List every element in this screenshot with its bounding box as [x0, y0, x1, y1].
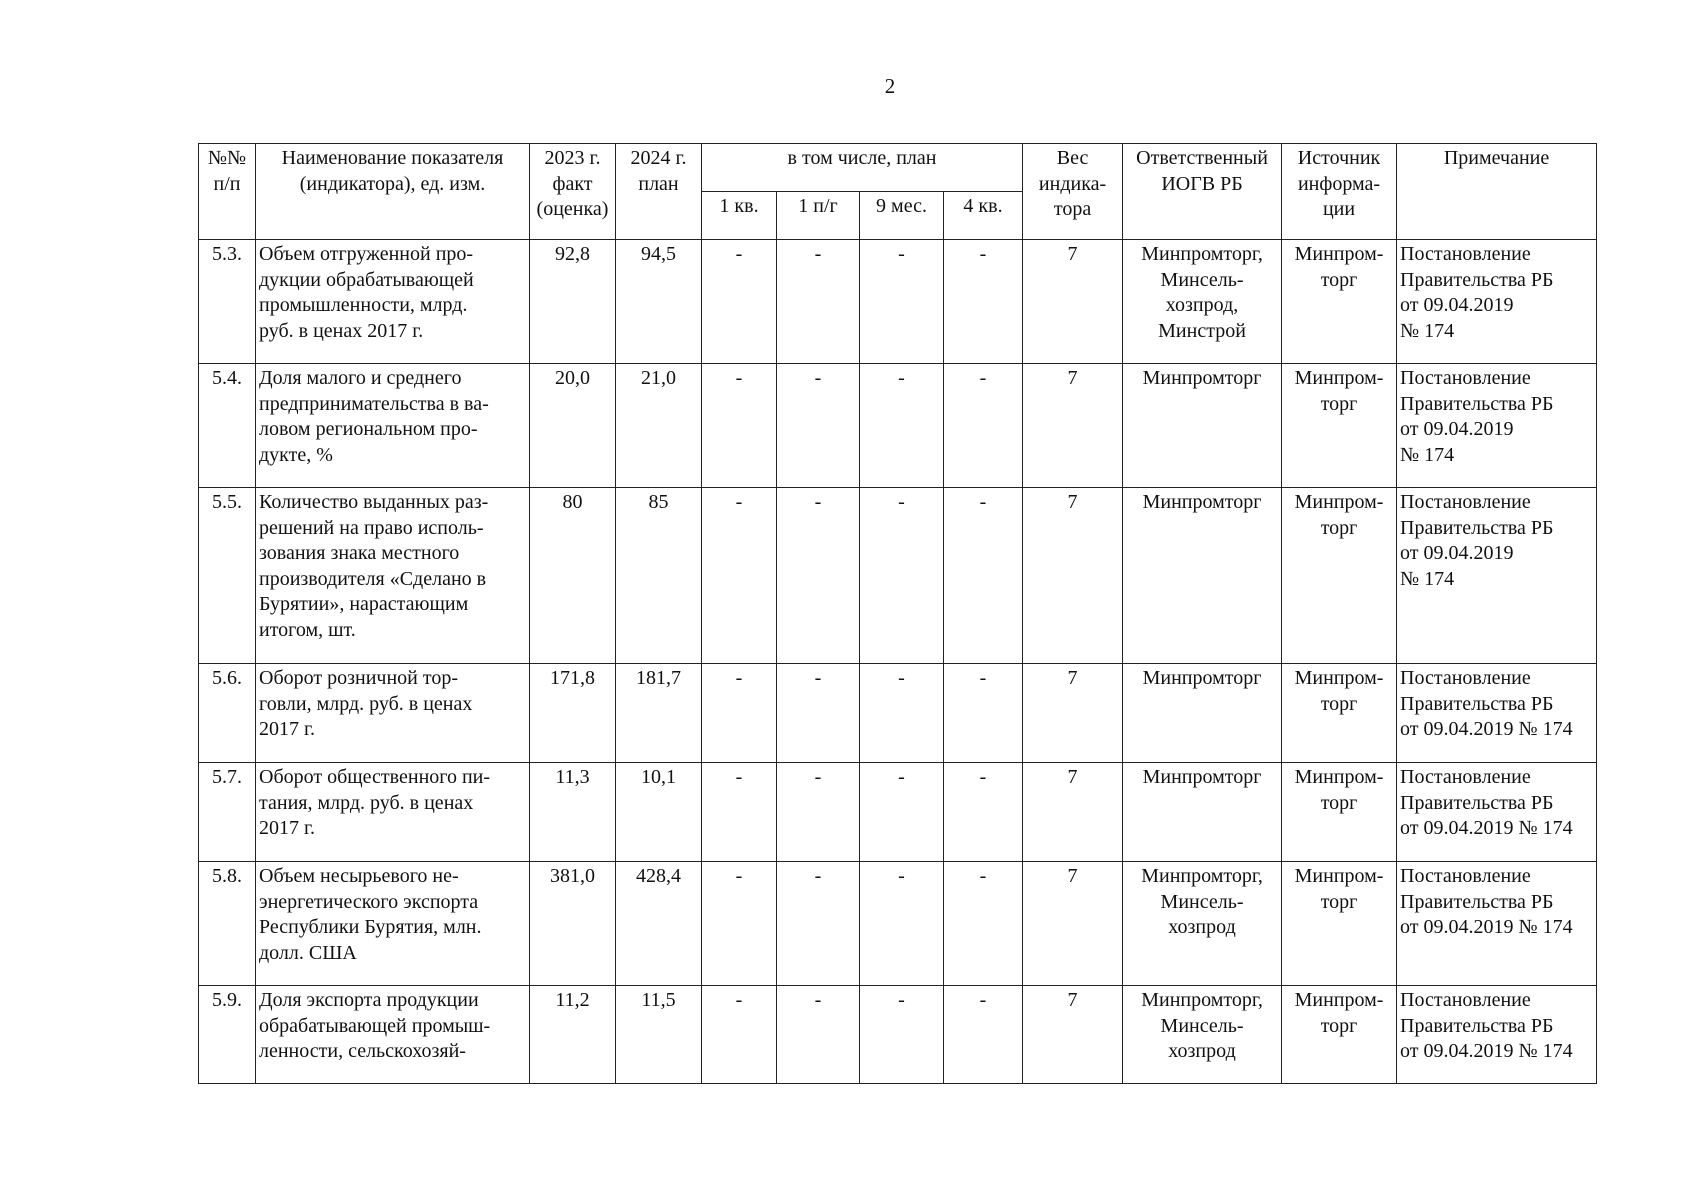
- indicators-table: [198, 143, 1597, 1084]
- header-fact-2023: 2023 г. факт (оценка): [530, 144, 616, 240]
- row-q4: -: [944, 986, 1023, 1084]
- header-source: Источник информа- ции: [1282, 144, 1397, 240]
- row-q4: -: [944, 488, 1023, 664]
- row-q4: -: [944, 862, 1023, 986]
- header-name: Наименование показателя (индикатора), ед. изм.: [256, 144, 530, 240]
- row-plan-2024: 11,5: [616, 986, 702, 1084]
- row-indicator-name: Доля экспорта продукции обрабатывающей промыш- ленности, сельскохозяй-: [256, 986, 530, 1084]
- row-plan-2024: 428,4: [616, 862, 702, 986]
- row-plan-2024: 85: [616, 488, 702, 664]
- row-indicator-name: Оборот розничной тор- говли, млрд. руб. в ценах 2017 г.: [256, 664, 530, 763]
- row-responsible: Минпромторг, Минсель- хозпрод: [1123, 862, 1282, 986]
- row-source: Минпром- торг: [1282, 488, 1397, 664]
- row-source: Минпром- торг: [1282, 364, 1397, 488]
- row-h1: -: [777, 664, 860, 763]
- table-row: [199, 986, 1597, 1084]
- row-responsible: Минпромторг: [1123, 364, 1282, 488]
- header-q1: 1 кв.: [702, 192, 777, 240]
- page-number: 2: [884, 74, 896, 98]
- header-num: №№ п/п: [199, 144, 256, 240]
- row-num: 5.8.: [199, 862, 256, 986]
- row-plan-2024: 10,1: [616, 763, 702, 862]
- table-row: [199, 240, 1597, 364]
- row-source: Минпром- торг: [1282, 664, 1397, 763]
- row-q4: -: [944, 364, 1023, 488]
- row-indicator-name: Объем отгруженной про- дукции обрабатывающей промышленности, млрд. руб. в ценах 2017 г.: [256, 240, 530, 364]
- row-fact-2023: 80: [530, 488, 616, 664]
- row-9-months: -: [860, 664, 944, 763]
- row-source: Минпром- торг: [1282, 240, 1397, 364]
- row-9-months: -: [860, 986, 944, 1084]
- row-indicator-name: Объем несырьевого не- энергетического экспорта Республики Бурятия, млн. долл. США: [256, 862, 530, 986]
- row-note: Постановление Правительства РБ от 09.04.2019 № 174: [1397, 488, 1597, 664]
- row-note: Постановление Правительства РБ от 09.04.2019 № 174: [1397, 986, 1597, 1084]
- table-row: [199, 664, 1597, 763]
- row-plan-2024: 181,7: [616, 664, 702, 763]
- row-fact-2023: 171,8: [530, 664, 616, 763]
- row-indicator-name: Доля малого и среднего предпринимательства в ва- ловом региональном про- дукте, %: [256, 364, 530, 488]
- row-note: Постановление Правительства РБ от 09.04.2019 № 174: [1397, 240, 1597, 364]
- row-num: 5.5.: [199, 488, 256, 664]
- row-note: Постановление Правительства РБ от 09.04.2019 № 174: [1397, 862, 1597, 986]
- row-q1: -: [702, 664, 777, 763]
- row-q4: -: [944, 664, 1023, 763]
- row-9-months: -: [860, 364, 944, 488]
- row-weight: 7: [1023, 862, 1123, 986]
- row-q1: -: [702, 240, 777, 364]
- row-weight: 7: [1023, 986, 1123, 1084]
- row-h1: -: [777, 862, 860, 986]
- row-q1: -: [702, 862, 777, 986]
- row-num: 5.7.: [199, 763, 256, 862]
- row-indicator-name: Оборот общественного пи- тания, млрд. руб. в ценах 2017 г.: [256, 763, 530, 862]
- table-body: [199, 240, 1597, 1084]
- row-weight: 7: [1023, 664, 1123, 763]
- row-h1: -: [777, 986, 860, 1084]
- row-num: 5.3.: [199, 240, 256, 364]
- table-row: [199, 862, 1597, 986]
- row-source: Минпром- торг: [1282, 862, 1397, 986]
- row-fact-2023: 381,0: [530, 862, 616, 986]
- row-q1: -: [702, 488, 777, 664]
- row-note: Постановление Правительства РБ от 09.04.2019 № 174: [1397, 364, 1597, 488]
- row-q1: -: [702, 364, 777, 488]
- header-q4: 4 кв.: [944, 192, 1023, 240]
- header-note: Примечание: [1397, 144, 1597, 240]
- row-weight: 7: [1023, 240, 1123, 364]
- row-responsible: Минпромторг: [1123, 664, 1282, 763]
- row-weight: 7: [1023, 763, 1123, 862]
- header-h1: 1 п/г: [777, 192, 860, 240]
- row-num: 5.4.: [199, 364, 256, 488]
- row-q1: -: [702, 986, 777, 1084]
- row-fact-2023: 92,8: [530, 240, 616, 364]
- row-num: 5.9.: [199, 986, 256, 1084]
- row-note: Постановление Правительства РБ от 09.04.2019 № 174: [1397, 763, 1597, 862]
- row-note: Постановление Правительства РБ от 09.04.2019 № 174: [1397, 664, 1597, 763]
- row-h1: -: [777, 488, 860, 664]
- header-responsible: Ответственный ИОГВ РБ: [1123, 144, 1282, 240]
- row-h1: -: [777, 364, 860, 488]
- row-q4: -: [944, 240, 1023, 364]
- row-responsible: Минпромторг: [1123, 488, 1282, 664]
- table-row: [199, 364, 1597, 488]
- row-num: 5.6.: [199, 664, 256, 763]
- row-9-months: -: [860, 862, 944, 986]
- row-fact-2023: 11,2: [530, 986, 616, 1084]
- row-plan-2024: 94,5: [616, 240, 702, 364]
- row-h1: -: [777, 240, 860, 364]
- row-source: Минпром- торг: [1282, 763, 1397, 862]
- row-9-months: -: [860, 763, 944, 862]
- row-q1: -: [702, 763, 777, 862]
- row-indicator-name: Количество выданных раз- решений на право исполь- зования знака местного производителя «Сделано в Бурятии», нарастающим итогом, шт.: [256, 488, 530, 664]
- row-responsible: Минпромторг, Минсель- хозпрод: [1123, 986, 1282, 1084]
- row-responsible: Минпромторг, Минсель- хозпрод, Минстрой: [1123, 240, 1282, 364]
- row-weight: 7: [1023, 364, 1123, 488]
- row-9-months: -: [860, 240, 944, 364]
- row-weight: 7: [1023, 488, 1123, 664]
- header-plan-2024: 2024 г. план: [616, 144, 702, 240]
- row-source: Минпром- торг: [1282, 986, 1397, 1084]
- row-responsible: Минпромторг: [1123, 763, 1282, 862]
- row-9-months: -: [860, 488, 944, 664]
- header-9-months: 9 мес.: [860, 192, 944, 240]
- table-row: [199, 763, 1597, 862]
- header-weight: Вес индика- тора: [1023, 144, 1123, 240]
- table-header: [199, 144, 1597, 240]
- row-fact-2023: 20,0: [530, 364, 616, 488]
- row-fact-2023: 11,3: [530, 763, 616, 862]
- row-q4: -: [944, 763, 1023, 862]
- row-plan-2024: 21,0: [616, 364, 702, 488]
- table-row: [199, 488, 1597, 664]
- header-including-plan: в том числе, план: [702, 144, 1023, 192]
- row-h1: -: [777, 763, 860, 862]
